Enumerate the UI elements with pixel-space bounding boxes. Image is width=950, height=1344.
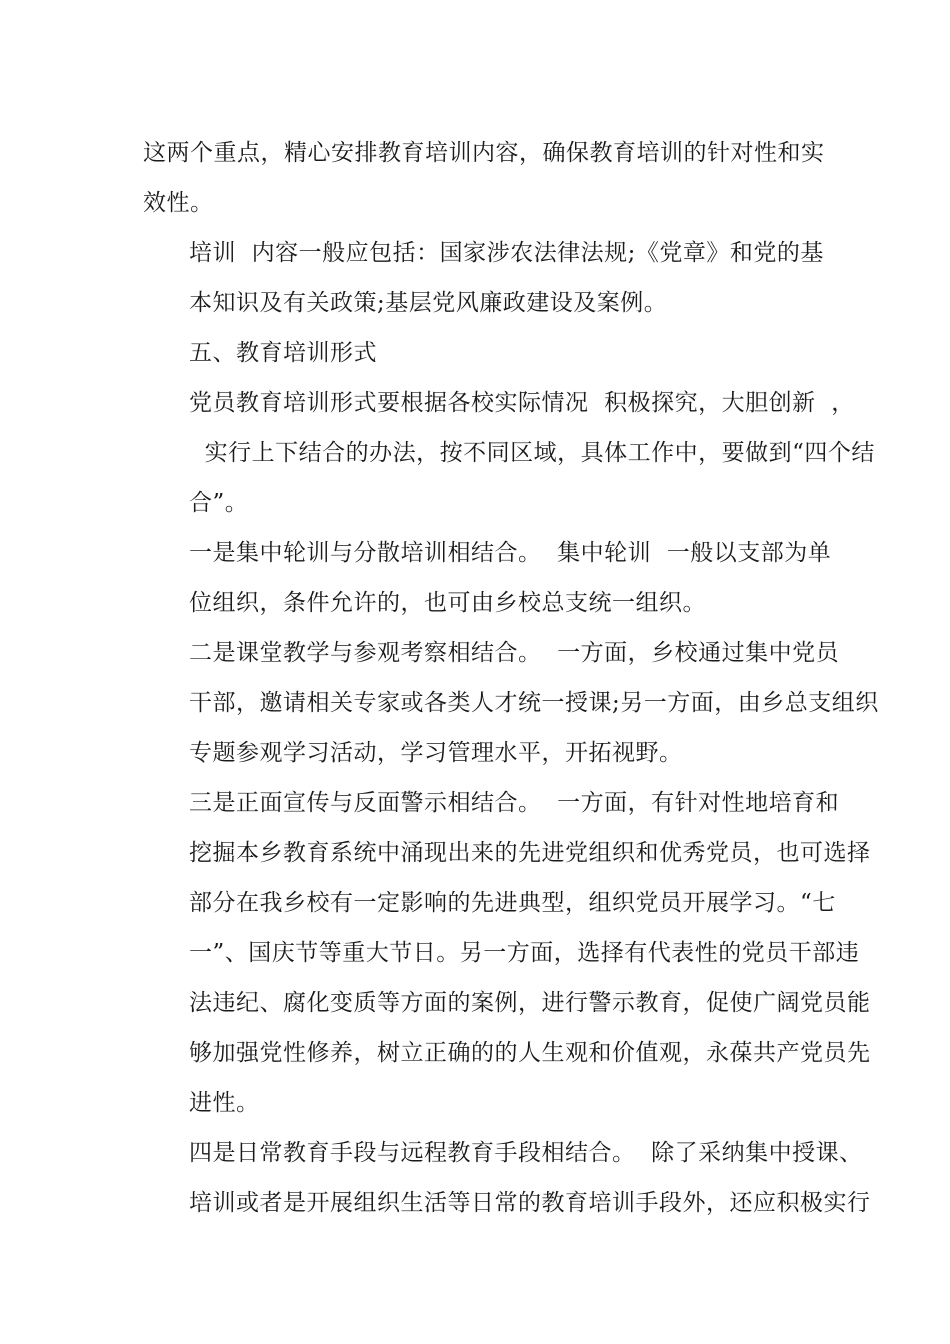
text-line: 四是日常教育手段与远程教育手段相结合。 除了采纳集中授课、	[189, 1140, 863, 1166]
text-line: 进性。	[189, 1090, 260, 1116]
text-line: 本知识及有关政策;基层党风廉政建设及案例。	[189, 290, 668, 316]
text-line: 部分在我乡校有一定影响的先进典型，组织党员开展学习。“七	[189, 890, 836, 916]
text-line: 三是正面宣传与反面警示相结合。 一方面，有针对性地培育和	[189, 790, 840, 816]
text-line: 干部，邀请相关专家或各类人才统一授课;另一方面，由乡总支组织	[189, 690, 879, 716]
text-line: 党员教育培训形式要根据各校实际情况 积极探究，大胆创新 ，	[189, 390, 855, 416]
text-line: 法违纪、腐化变质等方面的案例，进行警示教育，促使广阔党员能	[189, 990, 871, 1016]
text-line: 一”、国庆节等重大节日。另一方面，选择有代表性的党员干部违	[189, 940, 860, 966]
text-line: 这两个重点，精心安排教育培训内容，确保教育培训的针对性和实	[143, 140, 825, 166]
paragraph	[143, 228, 824, 328]
text-line: 专题参观学习活动，学习管理水平，开拓视野。	[189, 740, 683, 766]
paragraph	[143, 378, 875, 528]
text-line: 挖掘本乡教育系统中涌现出来的先进党组织和优秀党员，也可选择	[189, 840, 871, 866]
paragraph	[143, 1128, 871, 1228]
text-line: 合”。	[189, 490, 249, 516]
text-line: 够加强党性修养，树立正确的的人生观和价值观，永葆共产党员先	[189, 1040, 871, 1066]
text-line: 效性。	[143, 190, 214, 216]
document-body	[143, 128, 879, 1228]
paragraph	[143, 628, 879, 778]
text-line: 一是集中轮训与分散培训相结合。 集中轮训 一般以支部为单	[189, 540, 832, 566]
text-line: 二是课堂教学与参观考察相结合。 一方面，乡校通过集中党员	[189, 640, 840, 666]
paragraph	[143, 778, 871, 1128]
text-line: 培训 内容一般应包括：国家涉农法律法规;《党章》和党的基	[189, 240, 824, 266]
text-line: 培训或者是开展组织生活等日常的教育培训手段外，还应积极实行	[189, 1190, 871, 1216]
paragraph	[143, 528, 832, 628]
paragraph	[143, 128, 825, 228]
text-line: 实行上下结合的办法，按不同区域，具体工作中，要做到“四个结	[189, 440, 875, 466]
text-line: 位组织，条件允许的，也可由乡校总支统一组织。	[189, 590, 706, 616]
text-line: 五、教育培训形式	[189, 340, 377, 366]
paragraph	[143, 328, 813, 378]
